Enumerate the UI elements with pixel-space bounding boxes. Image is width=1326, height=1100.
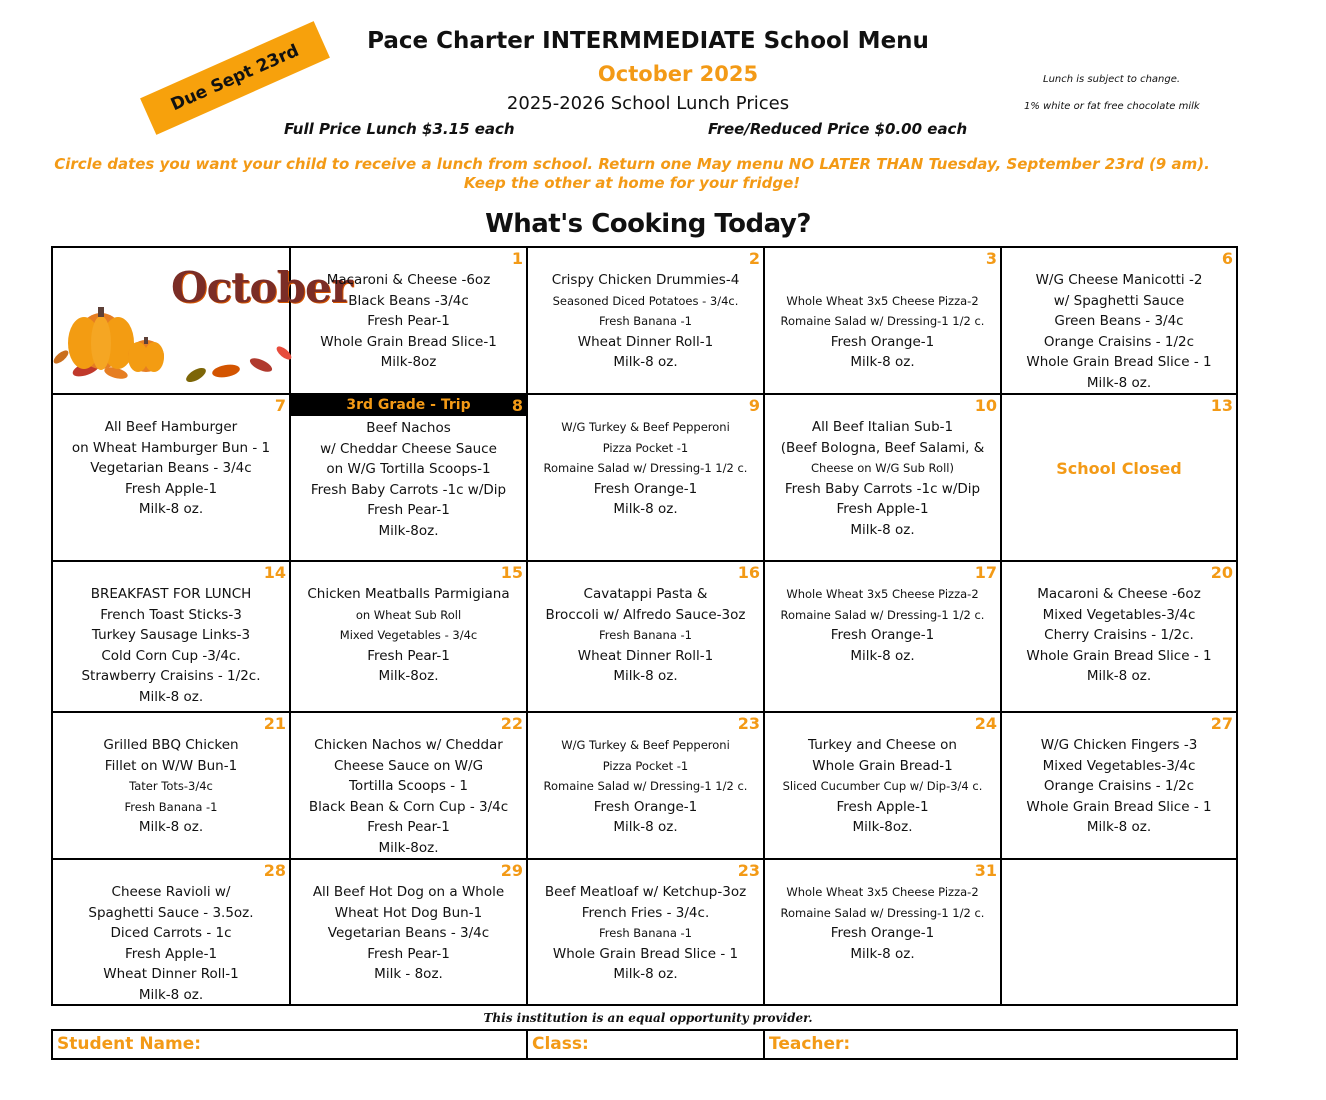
menu-items: [291, 396, 526, 541]
menu-item: All Beef Hot Dog on a Whole: [312, 884, 505, 900]
day-cell[interactable]: [765, 713, 1002, 860]
menu-item: Milk-8 oz.: [613, 668, 678, 684]
signature-row: [51, 1029, 1238, 1060]
menu-item: Fresh Orange-1: [593, 798, 698, 815]
day-number: 31: [974, 861, 997, 880]
change-note: Lunch is subject to change.: [1043, 74, 1181, 85]
menu-item: Tater Tots-3/4c: [129, 779, 213, 793]
menu-items: [291, 248, 526, 373]
menu-item: W/G Turkey & Beef Pepperoni: [561, 420, 730, 434]
menu-item: Fresh Apple-1: [124, 945, 218, 962]
menu-items: [765, 395, 1000, 540]
teacher-field[interactable]: Teacher:: [769, 1034, 851, 1054]
menu-item: Milk-8 oz.: [138, 819, 204, 835]
trip-banner: 3rd Grade - Trip: [291, 395, 526, 416]
day-number: 13: [1210, 396, 1233, 415]
day-cell[interactable]: [1002, 713, 1236, 860]
menu-item: French Toast Sticks-3: [100, 606, 242, 623]
menu-item: Vegetarian Beans - 3/4c: [327, 925, 490, 941]
menu-item: Milk-8 oz.: [1086, 668, 1152, 684]
day-cell[interactable]: [291, 395, 528, 562]
menu-item: Milk-8 oz.: [138, 986, 204, 1003]
menu-item: Milk-8 oz.: [850, 647, 915, 664]
menu-items: [1002, 248, 1236, 393]
menu-item: Milk-8 oz.: [613, 501, 678, 517]
menu-item: Whole Grain Bread Slice-1: [320, 333, 497, 350]
menu-item: W/G Chicken Fingers -3: [1040, 737, 1198, 753]
menu-item: (Beef Bologna, Beef Salami, &: [780, 439, 985, 456]
menu-item: Mixed Vegetables - 3/4c: [339, 628, 478, 642]
menu-item: [765, 270, 1000, 291]
menu-item: Grilled BBQ Chicken: [103, 737, 239, 753]
menu-items: [291, 860, 526, 985]
menu-item: Romaine Salad w/ Dressing-1 1/2 c.: [780, 905, 985, 920]
menu-item: Fresh Apple-1: [836, 501, 929, 517]
day-number: 1: [511, 249, 523, 268]
menu-item: BREAKFAST FOR LUNCH: [90, 586, 252, 602]
menu-items: [765, 248, 1000, 373]
menu-item: Fresh Orange-1: [830, 333, 935, 350]
menu-item: Diced Carrots - 1c: [110, 925, 232, 941]
menu-item: Tortilla Scoops - 1: [348, 778, 469, 794]
menu-item: Milk-8 oz.: [1086, 374, 1152, 391]
menu-items: [1002, 713, 1236, 838]
menu-item: Whole Grain Bread Slice - 1: [1026, 354, 1212, 370]
menu-item: W/G Cheese Manicotti -2: [1035, 272, 1203, 288]
due-badge-text: Due Sept 23rd: [167, 40, 303, 116]
day-number: 23: [737, 714, 760, 733]
menu-item: Chicken Nachos w/ Cheddar: [314, 737, 503, 753]
day-cell[interactable]: [765, 395, 1002, 562]
menu-item: Pizza Pocket -1: [602, 440, 689, 455]
menu-item: Fresh Banana -1: [124, 799, 218, 814]
menu-item: Beef Meatloaf w/ Ketchup-3oz: [544, 884, 747, 900]
day-number: 24: [974, 714, 997, 733]
menu-item: Sliced Cucumber Cup w/ Dip-3/4 c.: [782, 779, 983, 793]
day-cell[interactable]: [765, 248, 1002, 395]
menu-item: French Fries - 3/4c.: [581, 904, 710, 921]
menu-item: Whole Wheat 3x5 Cheese Pizza-2: [786, 293, 979, 308]
day-number: 3: [985, 249, 997, 268]
menu-items: [291, 713, 526, 858]
menu-item: w/ Spaghetti Sauce: [1053, 292, 1185, 309]
menu-item: Milk-8oz: [380, 354, 437, 370]
menu-item: Cheese Sauce on W/G: [333, 757, 484, 774]
menu-items: [765, 713, 1000, 838]
menu-item: Orange Craisins - 1/2c: [1043, 778, 1195, 794]
menu-item: Fresh Banana -1: [599, 628, 692, 642]
menu-item: Fresh Baby Carrots -1c w/Dip: [310, 481, 507, 498]
day-cell[interactable]: [53, 713, 291, 860]
day-number: 6: [1221, 249, 1233, 268]
menu-item: W/G Turkey & Beef Pepperoni: [561, 738, 730, 752]
menu-item: Milk - 8oz.: [374, 966, 443, 982]
menu-item: Fillet on W/W Bun-1: [104, 757, 238, 774]
day-cell[interactable]: [528, 248, 765, 395]
menu-item: Macaroni & Cheese -6oz: [326, 272, 491, 288]
milk-note: 1% white or fat free chocolate milk: [1024, 101, 1200, 112]
day-number: 29: [500, 861, 523, 880]
menu-item: Fresh Pear-1: [367, 647, 450, 664]
menu-item: Milk-8oz.: [852, 819, 913, 835]
menu-item: Orange Craisins - 1/2c: [1043, 333, 1195, 350]
menu-items: [53, 713, 289, 838]
menu-item: Seasoned Diced Potatoes - 3/4c.: [552, 293, 739, 308]
menu-item: Milk-8 oz.: [613, 966, 678, 982]
menu-item: Milk-8 oz.: [613, 819, 678, 835]
menu-item: Cavatappi Pasta &: [583, 586, 708, 602]
menu-item: Milk-8oz.: [378, 522, 439, 539]
day-number: 8: [511, 396, 523, 415]
menu-item: All Beef Italian Sub-1: [811, 419, 954, 435]
day-number: 15: [500, 563, 523, 582]
menu-item: Macaroni & Cheese -6oz: [1037, 586, 1201, 602]
free-reduced-price: Free/Reduced Price $0.00 each: [708, 120, 968, 138]
menu-items: [528, 562, 763, 687]
menu-items: [53, 860, 289, 1005]
menu-item: Fresh Banana -1: [599, 926, 692, 940]
menu-items: [528, 860, 763, 985]
menu-item: Cheese Ravioli w/: [111, 884, 231, 900]
menu-items: [291, 562, 526, 687]
menu-item: Fresh Apple-1: [836, 798, 929, 815]
menu-item: Milk-8 oz.: [850, 521, 915, 538]
day-cell[interactable]: [528, 713, 765, 860]
menu-item: Milk-8oz.: [378, 839, 439, 856]
menu-item: Fresh Pear-1: [367, 819, 450, 835]
day-cell[interactable]: [53, 395, 291, 562]
menu-item: Romaine Salad w/ Dressing-1 1/2 c.: [543, 461, 748, 475]
day-cell[interactable]: [291, 860, 528, 1005]
day-cell[interactable]: [291, 248, 528, 395]
menu-item: Beef Nachos: [366, 420, 451, 436]
menu-items: [528, 248, 763, 373]
menu-item: Black Beans -3/4c: [348, 292, 469, 309]
pumpkin-large: [68, 307, 134, 370]
menu-item: Whole Grain Bread Slice - 1: [1026, 798, 1212, 815]
menu-item: Cherry Craisins - 1/2c.: [1044, 627, 1194, 643]
day-number: 28: [263, 861, 286, 880]
menu-items: [765, 860, 1000, 964]
menu-item: Mixed Vegetables-3/4c: [1042, 757, 1196, 774]
menu-item: Fresh Orange-1: [830, 627, 935, 643]
day-number: 10: [974, 396, 997, 415]
instructions: Circle dates you want your child to receive a lunch from school. Return one May menu NO LATER THAN Tuesday, September 23rd (9 am). Keep the other at home for your fridge!: [54, 155, 1210, 192]
school-closed-label: School Closed: [1056, 459, 1182, 478]
menu-item: Chicken Meatballs Parmigiana: [307, 586, 510, 602]
menu-item: Milk-8 oz.: [138, 688, 204, 705]
menu-item: Turkey Sausage Links-3: [91, 627, 251, 643]
menu-item: Mixed Vegetables-3/4c: [1042, 606, 1196, 623]
october-logo-cell: [53, 248, 352, 395]
cooking-heading: What's Cooking Today?: [485, 209, 811, 239]
class-field[interactable]: Class:: [528, 1031, 765, 1058]
menu-item: Vegetarian Beans - 3/4c: [90, 460, 252, 476]
day-number: 21: [263, 714, 286, 733]
menu-item: Cheese on W/G Sub Roll): [811, 461, 954, 475]
menu-item: Fresh Orange-1: [830, 925, 935, 941]
menu-item: Fresh Pear-1: [367, 313, 450, 329]
menu-items: [528, 713, 763, 838]
menu-items: [53, 395, 289, 520]
menu-items: [53, 562, 289, 707]
menu-item: Whole Grain Bread-1: [812, 757, 953, 774]
menu-item: Cold Corn Cup -3/4c.: [101, 647, 241, 664]
day-cell[interactable]: [53, 562, 291, 713]
day-cell[interactable]: [291, 562, 528, 713]
student-name-field[interactable]: Student Name:: [53, 1031, 528, 1058]
october-logo-text: October: [171, 263, 352, 312]
menu-item: Fresh Pear-1: [367, 945, 450, 962]
menu-item: Whole Grain Bread Slice - 1: [552, 945, 739, 962]
prices-title: 2025-2026 School Lunch Prices: [506, 93, 790, 114]
day-cell[interactable]: [291, 713, 528, 860]
menu-item: Turkey and Cheese on: [808, 737, 957, 753]
day-number: 7: [274, 396, 286, 415]
day-number: 14: [263, 563, 286, 582]
menu-items: [528, 395, 763, 520]
menu-item: All Beef Hamburger: [104, 419, 238, 435]
menu-item: Fresh Pear-1: [367, 502, 450, 518]
menu-item: on W/G Tortilla Scoops-1: [326, 461, 491, 477]
day-cell[interactable]: [528, 860, 765, 1005]
full-price: Full Price Lunch $3.15 each: [284, 120, 515, 138]
day-cell[interactable]: [1002, 562, 1236, 713]
menu-item: Romaine Salad w/ Dressing-1 1/2 c.: [780, 607, 985, 622]
menu-item: Milk-8 oz.: [850, 945, 915, 962]
menu-items: [1002, 562, 1236, 687]
day-cell[interactable]: [1002, 248, 1236, 395]
menu-item: Fresh Orange-1: [593, 480, 698, 497]
menu-item: w/ Cheddar Cheese Sauce: [320, 440, 497, 457]
day-number: 9: [748, 396, 760, 415]
day-number: 23: [737, 861, 760, 880]
menu-item: Milk-8 oz.: [138, 501, 204, 517]
menu-item: Wheat Hot Dog Bun-1: [334, 904, 483, 921]
day-cell[interactable]: [1002, 395, 1236, 562]
day-cell[interactable]: [765, 562, 1002, 713]
menu-item: Wheat Dinner Roll-1: [103, 966, 239, 982]
equal-opportunity-note: This institution is an equal opportunity provider.: [483, 1011, 813, 1025]
day-number: 16: [737, 563, 760, 582]
day-number: 20: [1210, 563, 1233, 582]
day-number: 2: [748, 249, 760, 268]
day-cell[interactable]: [53, 860, 291, 1005]
day-cell[interactable]: [528, 395, 765, 562]
day-number: 27: [1210, 714, 1233, 733]
menu-item: on Wheat Hamburger Bun - 1: [71, 439, 271, 456]
menu-calendar: [51, 246, 1238, 1006]
menu-item: Fresh Baby Carrots -1c w/Dip: [784, 480, 981, 497]
menu-item: Whole Wheat 3x5 Cheese Pizza-2: [786, 587, 979, 601]
menu-item: Romaine Salad w/ Dressing-1 1/2 c.: [780, 314, 985, 328]
menu-item: Milk-8 oz.: [850, 354, 915, 370]
menu-item: Whole Grain Bread Slice - 1: [1026, 647, 1212, 664]
day-number: 17: [974, 563, 997, 582]
menu-item: Pizza Pocket -1: [602, 758, 689, 773]
menu-item: Black Bean & Corn Cup - 3/4c: [308, 798, 509, 815]
menu-items: [765, 562, 1000, 666]
menu-item: Spaghetti Sauce - 3.5oz.: [88, 904, 254, 921]
menu-item: Milk-8oz.: [378, 668, 439, 684]
menu-item: Crispy Chicken Drummies-4: [551, 272, 740, 288]
menu-item: Wheat Dinner Roll-1: [577, 333, 714, 350]
menu-item: Wheat Dinner Roll-1: [577, 647, 714, 664]
menu-item: Fresh Apple-1: [124, 480, 218, 497]
day-number: 22: [500, 714, 523, 733]
menu-title: Pace Charter INTERMMEDIATE School Menu: [367, 28, 929, 54]
menu-item: on Wheat Sub Roll: [355, 607, 462, 622]
menu-item: Whole Wheat 3x5 Cheese Pizza-2: [786, 885, 979, 899]
day-cell[interactable]: [528, 562, 765, 713]
menu-item: Romaine Salad w/ Dressing-1 1/2 c.: [543, 779, 748, 793]
menu-item: Broccoli w/ Alfredo Sauce-3oz: [545, 606, 746, 623]
day-cell[interactable]: [765, 860, 1002, 1005]
menu-item: Milk-8 oz.: [613, 354, 678, 370]
menu-item: Green Beans - 3/4c: [1054, 313, 1184, 329]
menu-item: Milk-8 oz.: [1086, 819, 1152, 835]
menu-month: October 2025: [597, 62, 759, 86]
menu-item: Strawberry Craisins - 1/2c.: [81, 668, 261, 684]
menu-item: Fresh Banana -1: [599, 314, 692, 328]
